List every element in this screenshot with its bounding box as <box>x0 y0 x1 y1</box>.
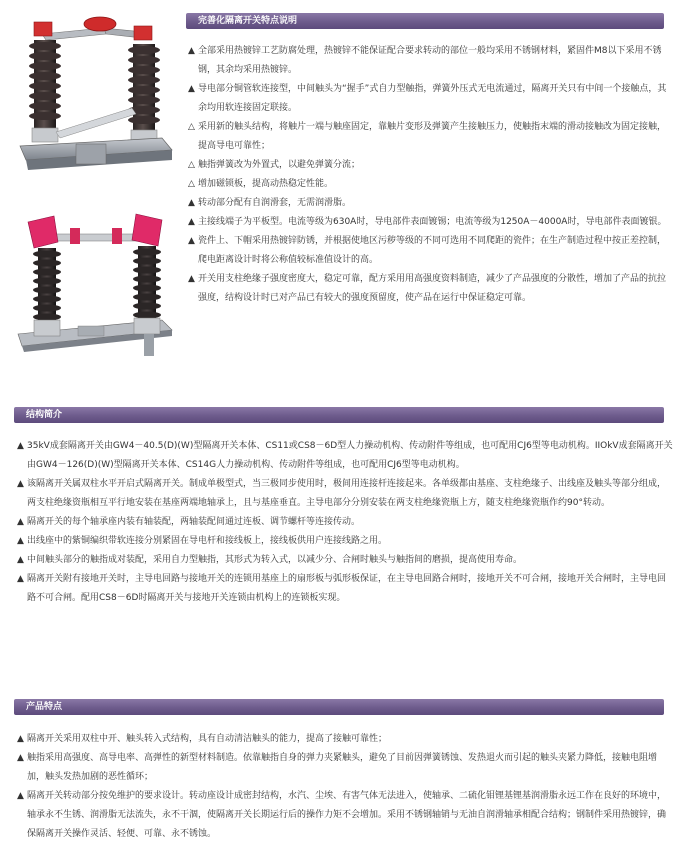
bullet-marker: ▲ <box>17 479 24 489</box>
features-list <box>188 42 672 308</box>
list-item-text: 隔离开关的每个轴承座内装有轴装配，两轴装配间通过连板、调节螺杆等连接传动。 <box>27 517 361 527</box>
bullet-marker: ▲ <box>188 217 195 227</box>
list-item-text: 隔离开关转动部分按免维护的要求设计。转动座设计成密封结构，水汽、尘埃、有害气体无法进入，使轴承、二硫化钼锂基锂基润滑脂永远工作在良好的环境中，轴承永不生锈、润滑脂无法流失，永不干涸，使隔离开关长期运行后的操作力矩不会增加。采用不锈钢轴销与无油自润滑轴承相配合结构；钢制件采用热镀锌，确保隔离开关操作灵活、轻便、可靠、永不锈蚀。 <box>27 791 667 839</box>
bullet-marker: ▲ <box>17 791 24 801</box>
list-item-text: 采用新的触头结构，将触片一端与触座固定，靠触片变形及弹簧产生接触压力，使触指末端的滑动接触改为固定接触，提高导电可靠性； <box>198 122 667 151</box>
list-item-text: 中间触头部分的触指成对装配，采用自力型触指，其形式为转入式，以减少分、合闸时触头与触指间的磨损，提高使用寿命。 <box>27 555 523 565</box>
list-item <box>188 175 672 194</box>
list-item <box>188 270 672 308</box>
list-item-text: 主接线端子为平板型。电流等级为630A时，导电部件表面镀锡；电流等级为1250A－4000A时，导电部件表面镀银。 <box>198 217 667 227</box>
product-section-header <box>14 699 664 715</box>
bullet-marker: ▲ <box>17 517 24 527</box>
list-item <box>188 194 672 213</box>
bullet-marker: ▲ <box>188 198 195 208</box>
list-item-text: 全部采用热镀锌工艺防腐处理，热镀锌不能保证配合要求转动的部位一般均采用不锈钢材料，紧固件M8以下采用不锈钢，其余均采用热镀锌。 <box>198 46 662 75</box>
bullet-marker: ▲ <box>188 84 195 94</box>
product-list <box>17 730 673 844</box>
features-section-header <box>186 13 664 29</box>
list-item-text: 35kV成套隔离开关由GW4－40.5(D)(W)型隔离开关本体、CS11或CS8－6D型人力操动机构、传动附件等组成，也可配用CJ6型等电动机构。IIOkV成套隔离开关由GW4－126(D)(W)型隔离开关本体、CS14G人力操动机构、传动附件等组成，也可配用CJ6型等电动机构。 <box>27 441 673 470</box>
list-item <box>188 232 672 270</box>
list-item-text: 触指弹簧改为外置式，以避免弹簧分流； <box>198 160 361 170</box>
product-section-title: 产品特点 <box>26 702 63 712</box>
bullet-marker: ▲ <box>188 274 195 284</box>
bullet-marker: ▲ <box>17 734 24 744</box>
bullet-marker: △ <box>188 160 195 170</box>
list-item-text: 转动部分配有自润滑套，无需润滑脂。 <box>198 198 352 208</box>
list-item-text: 增加磁锁板，提高动热稳定性能。 <box>198 179 334 189</box>
list-item <box>188 156 672 175</box>
list-item <box>17 749 673 787</box>
bullet-marker: ▲ <box>188 236 195 246</box>
features-section-title: 完善化隔离开关特点说明 <box>198 16 298 26</box>
list-item <box>188 42 672 80</box>
disconnect-switch-photo-grey-base <box>12 4 180 182</box>
list-item-text: 该隔离开关属双柱水平开启式隔离开关。制成单极型式，当三极同步使用时，极间用连接杆连接起来。各单级都由基座、支柱绝缘子、出线座及触头等部分组成，两支柱绝缘资瓶相互平行地安装在基座两端地轴承上，且与基座垂直。主导电部分分别安装在两支柱绝缘瓷瓶上方，随支柱绝缘瓷瓶作约90°转动。 <box>27 479 667 508</box>
bullet-marker: ▲ <box>17 574 24 584</box>
bullet-marker: ▲ <box>188 46 195 56</box>
list-item-text: 出线座中的紫铜编织带软连接分别紧固在导电杆和接线板上，接线板供用户连接线路之用。 <box>27 536 388 546</box>
list-item <box>17 570 673 608</box>
list-item <box>188 118 672 156</box>
bullet-marker: △ <box>188 179 195 189</box>
list-item <box>17 475 673 513</box>
list-item-text: 导电部分铜管软连接型，中间触头为“握手”式自力型触指，弹簧外压式无电流通过，隔离开关只有中间一个接触点，其余均用软连接固定联接。 <box>198 84 667 113</box>
list-item <box>17 437 673 475</box>
list-item-text: 瓷件上、下帽采用热镀锌防锈，并根据使地区污秽等级的不同可选用不同爬距的瓷件；在生产制造过程中按正差控制，爬电距离设计时将公称值较标准值设计的高。 <box>198 236 667 265</box>
bullet-marker: ▲ <box>17 753 24 763</box>
list-item <box>17 730 673 749</box>
bullet-marker: ▲ <box>17 441 24 451</box>
structure-section-header <box>14 407 664 423</box>
list-item-text: 隔离开关附有接地开关时，主导电回路与接地开关的连锁用基座上的扇形板与弧形板保证，在主导电回路合闸时，接地开关不可合闸，接地开关合闸时，主导电回路不可合闸。配用CS8－6D时隔离开关与接地开关连锁由机构上的连锁板实现。 <box>27 574 667 603</box>
list-item <box>188 213 672 232</box>
disconnect-switch-photo-red-clamps <box>12 208 180 360</box>
list-item <box>17 551 673 570</box>
list-item-text: 触指采用高强度、高导电率、高弹性的新型材料制造。依靠触指自身的弹力夹紧触头，避免了目前因弹簧锈蚀、发热退火而引起的触头夹紧力降低，接触电阻增加，触头发热加剧的恶性循环； <box>27 753 658 782</box>
structure-section-title: 结构简介 <box>26 410 63 420</box>
list-item <box>17 787 673 844</box>
list-item <box>17 513 673 532</box>
bullet-marker: ▲ <box>17 555 24 565</box>
list-item <box>17 532 673 551</box>
list-item-text: 开关用支柱绝缘子强度密度大，稳定可靠，配方采用用高强度资料制造，减少了产品强度的分散性，增加了产品的抗拉强度，结构设计时已对产品已有较大的强度预留度，使产品在运行中保证稳定可靠。 <box>198 274 667 303</box>
bullet-marker: △ <box>188 122 195 132</box>
list-item-text: 隔离开关采用双柱中开、触头转入式结构，具有自动清洁触头的能力，提高了接触可靠性； <box>27 734 388 744</box>
structure-list <box>17 437 673 608</box>
bullet-marker: ▲ <box>17 536 24 546</box>
list-item <box>188 80 672 118</box>
